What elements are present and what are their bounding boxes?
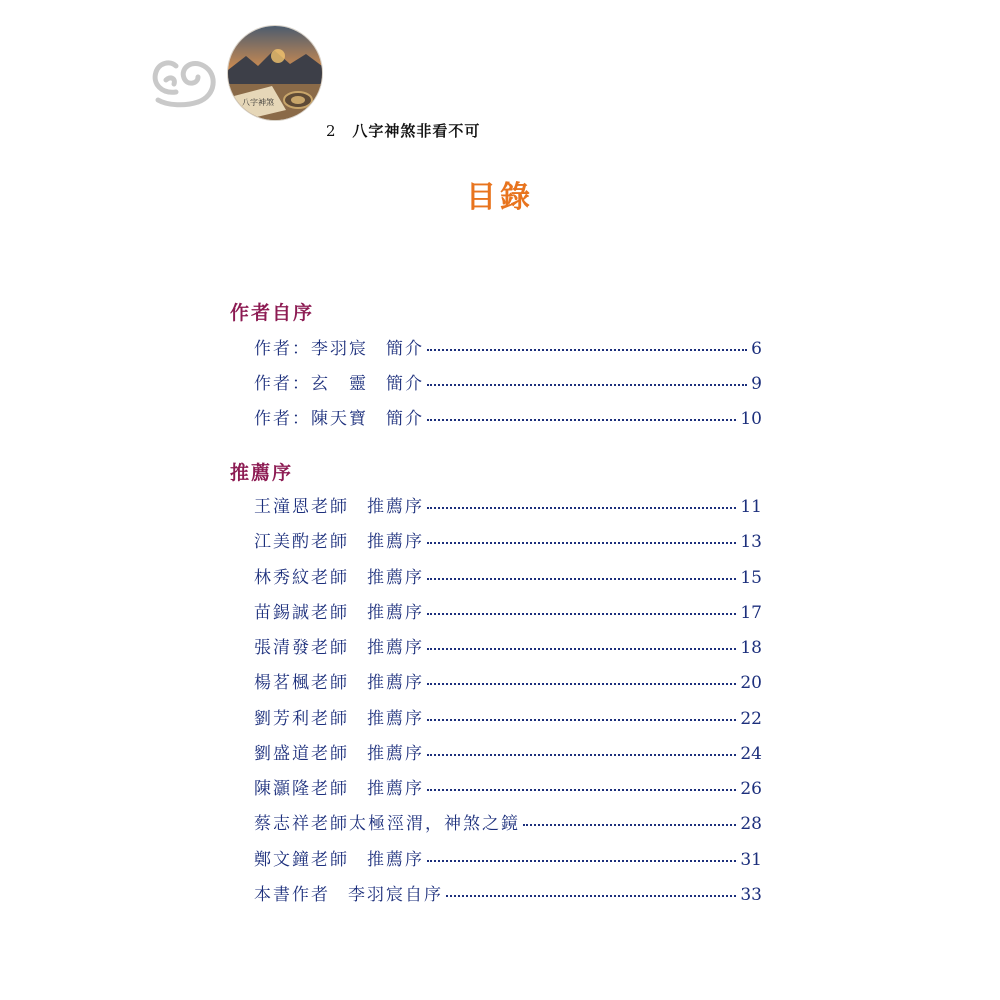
entry-label: 林秀紋老師 推薦序 xyxy=(254,568,424,588)
entry-label: 鄭文鐘老師 推薦序 xyxy=(254,850,424,870)
entry-label: 王潼恩老師 推薦序 xyxy=(254,497,424,517)
toc-entry[interactable] xyxy=(254,880,762,904)
dot-leader xyxy=(523,823,736,826)
entry-page-number: 9 xyxy=(751,374,762,394)
entry-page-number: 17 xyxy=(740,603,762,623)
page-number: 2 xyxy=(326,122,336,140)
dot-leader xyxy=(427,577,736,580)
entry-label: 陳灝隆老師 推薦序 xyxy=(254,779,424,799)
entry-label: 作者：李羽宸 簡介 xyxy=(254,339,424,359)
toc-entry[interactable] xyxy=(254,668,762,692)
toc-entry[interactable] xyxy=(254,492,762,516)
dot-leader xyxy=(427,647,736,650)
section-heading-author-preface: 作者自序 xyxy=(230,302,315,324)
entry-page-number: 13 xyxy=(740,532,762,552)
entry-label: 本書作者 李羽宸自序 xyxy=(254,885,443,905)
entry-page-number: 15 xyxy=(740,568,762,588)
toc-title: 目錄 xyxy=(466,180,534,215)
entry-page-number: 11 xyxy=(740,497,762,517)
entry-label: 苗錫誠老師 推薦序 xyxy=(254,603,424,623)
entry-page-number: 22 xyxy=(740,709,762,729)
dot-leader xyxy=(446,894,736,897)
toc-entry[interactable] xyxy=(254,527,762,551)
dot-leader xyxy=(427,682,736,685)
entry-page-number: 24 xyxy=(740,744,762,764)
book-title: 八字神煞非看不可 xyxy=(352,122,481,140)
entry-page-number: 6 xyxy=(751,339,762,359)
cloud-swirl-ornament xyxy=(146,40,222,110)
entry-page-number: 20 xyxy=(740,673,762,693)
entry-label: 劉芳利老師 推薦序 xyxy=(254,709,424,729)
entry-label: 楊茗楓老師 推薦序 xyxy=(254,673,424,693)
medallion-book-label: 八字神煞 xyxy=(242,98,274,107)
dot-leader xyxy=(427,788,736,791)
toc-entry[interactable] xyxy=(254,334,762,358)
entry-label: 張清發老師 推薦序 xyxy=(254,638,424,658)
toc-entry[interactable] xyxy=(254,598,762,622)
entry-label: 劉盛道老師 推薦序 xyxy=(254,744,424,764)
entry-page-number: 28 xyxy=(740,814,762,834)
entry-label: 蔡志祥老師太極涇渭，神煞之鏡 xyxy=(254,814,520,834)
dot-leader xyxy=(427,383,747,386)
toc-entry[interactable] xyxy=(254,704,762,728)
toc-entry[interactable] xyxy=(254,809,762,833)
toc-entry[interactable] xyxy=(254,369,762,393)
entry-page-number: 10 xyxy=(740,409,762,429)
toc-entry[interactable] xyxy=(254,563,762,587)
section-heading-recommendation-preface: 推薦序 xyxy=(230,462,294,484)
entry-label: 作者：玄 靈 簡介 xyxy=(254,374,424,394)
toc-entry[interactable] xyxy=(254,404,762,428)
entry-label: 江美酌老師 推薦序 xyxy=(254,532,424,552)
entry-page-number: 31 xyxy=(740,850,762,870)
dot-leader xyxy=(427,348,747,351)
dot-leader xyxy=(427,753,736,756)
book-illustration-medallion xyxy=(228,26,322,120)
dot-leader xyxy=(427,859,736,862)
toc-entry[interactable] xyxy=(254,845,762,869)
dot-leader xyxy=(427,506,736,509)
toc-entry[interactable] xyxy=(254,633,762,657)
entry-page-number: 33 xyxy=(740,885,762,905)
entry-page-number: 18 xyxy=(740,638,762,658)
entry-page-number: 26 xyxy=(740,779,762,799)
dot-leader xyxy=(427,612,736,615)
entry-label: 作者：陳天寶 簡介 xyxy=(254,409,424,429)
dot-leader xyxy=(427,541,736,544)
dot-leader xyxy=(427,418,736,421)
dot-leader xyxy=(427,718,736,721)
toc-entry[interactable] xyxy=(254,739,762,763)
toc-entry[interactable] xyxy=(254,774,762,798)
running-head xyxy=(326,120,480,141)
